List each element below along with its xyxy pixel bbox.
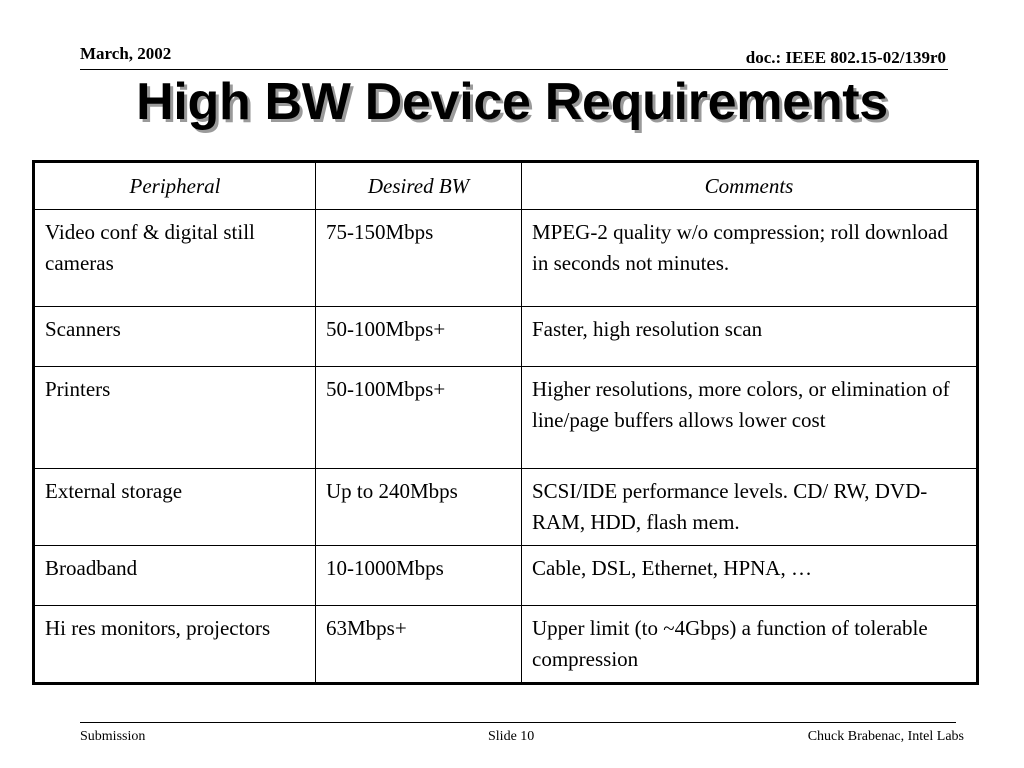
footer-slide-number: Slide 10	[488, 729, 535, 744]
cell-comments: Upper limit (to ~4Gbps) a function of tolerable compression	[522, 606, 978, 684]
cell-desired-bw: Up to 240Mbps	[316, 469, 522, 546]
cell-comments: MPEG-2 quality w/o compression; roll download in seconds not minutes.	[522, 210, 978, 307]
cell-desired-bw: 10-1000Mbps	[316, 546, 522, 606]
cell-peripheral: Video conf & digital still cameras	[34, 210, 316, 307]
slide-title: High BW Device Requirements	[136, 73, 888, 131]
header-date: March, 2002	[80, 44, 172, 63]
cell-comments: Faster, high resolution scan	[522, 307, 978, 367]
table-row	[34, 469, 978, 546]
footer-submission: Submission	[80, 729, 146, 744]
table-row	[34, 210, 978, 307]
footer-divider	[80, 722, 956, 723]
table-row	[34, 606, 978, 684]
cell-desired-bw: 50-100Mbps+	[316, 307, 522, 367]
cell-peripheral: Broadband	[34, 546, 316, 606]
cell-comments: Higher resolutions, more colors, or elimination of line/page buffers allows lower cost	[522, 367, 978, 469]
cell-comments: Cable, DSL, Ethernet, HPNA, …	[522, 546, 978, 606]
cell-peripheral: External storage	[34, 469, 316, 546]
table-row	[34, 307, 978, 367]
cell-peripheral: Hi res monitors, projectors	[34, 606, 316, 684]
cell-comments: SCSI/IDE performance levels. CD/ RW, DVD-RAM, HDD, flash mem.	[522, 469, 978, 546]
cell-desired-bw: 50-100Mbps+	[316, 367, 522, 469]
requirements-table	[32, 160, 979, 685]
cell-desired-bw: 63Mbps+	[316, 606, 522, 684]
table-row	[34, 367, 978, 469]
table-row	[34, 546, 978, 606]
column-header-desired-bw: Desired BW	[316, 162, 522, 210]
column-header-peripheral: Peripheral	[34, 162, 316, 210]
header-doc-id: doc.: IEEE 802.15-02/139r0	[745, 48, 946, 67]
cell-peripheral: Printers	[34, 367, 316, 469]
column-header-comments: Comments	[522, 162, 978, 210]
cell-desired-bw: 75-150Mbps	[316, 210, 522, 307]
table-header-row	[34, 162, 978, 210]
cell-peripheral: Scanners	[34, 307, 316, 367]
footer-author: Chuck Brabenac, Intel Labs	[807, 729, 964, 744]
